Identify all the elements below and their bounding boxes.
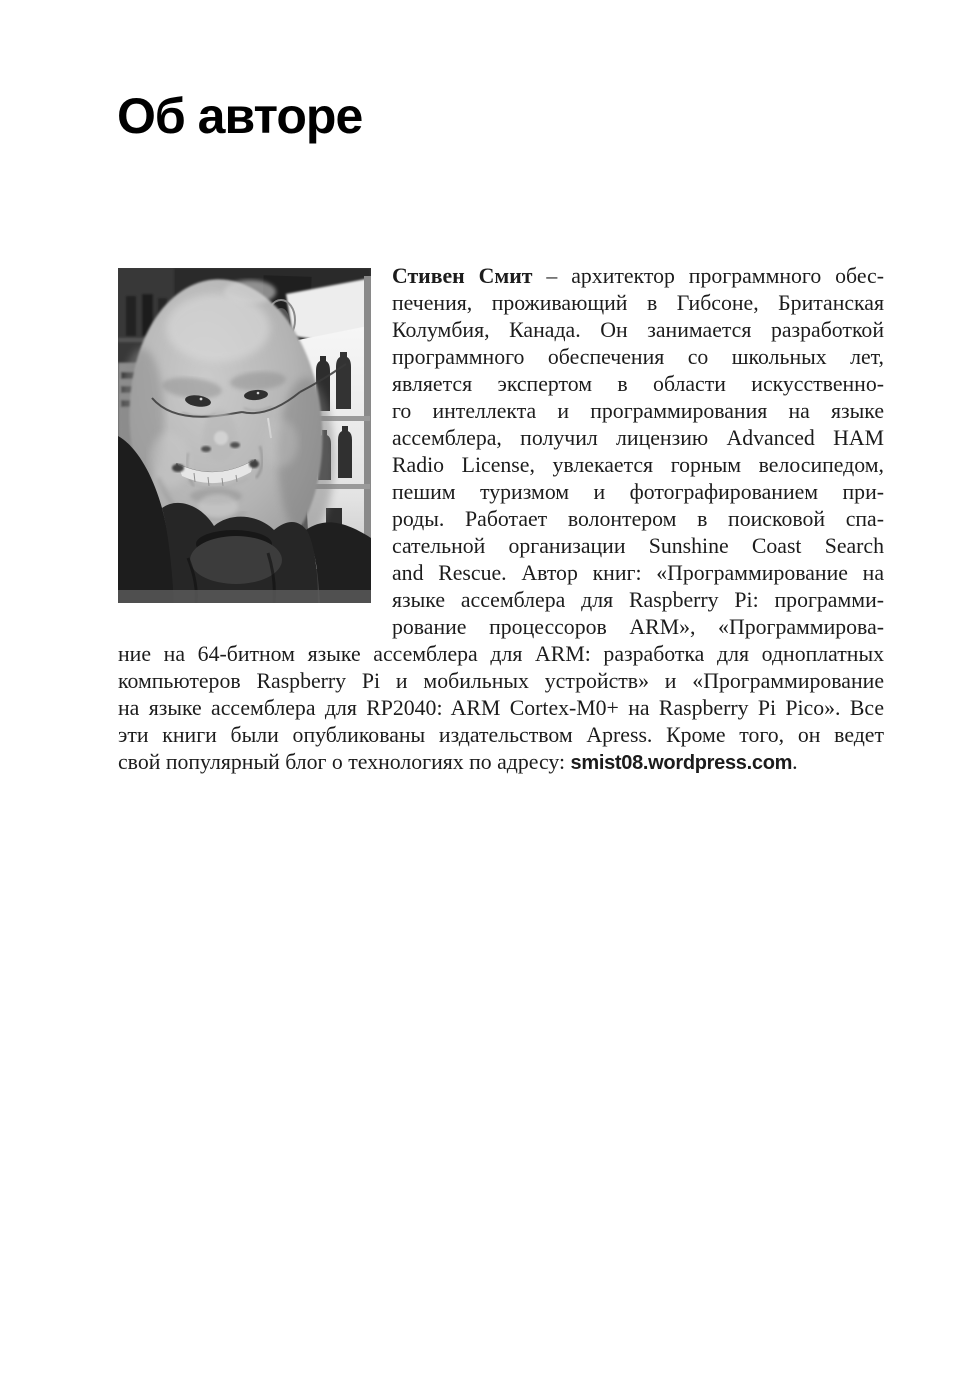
bio-line: программного обеспечения со школьных лет, [392, 345, 884, 369]
bio-line: является экспертом в области искусственно- [392, 372, 884, 396]
bio-line: роды. Работает волонтером в поисковой спа- [392, 507, 884, 531]
bio-text [118, 263, 884, 776]
bio-line: печения, проживающий в Гибсоне, Британская [392, 291, 884, 315]
bio-line: компьютеров Raspberry Pi и мобильных устройств» и «Программирование [118, 669, 884, 693]
bio-line: рование процессоров ARM», «Программирова- [392, 615, 884, 639]
blog-url: smist08.wordpress.com [570, 752, 793, 774]
bio-line: эти книги были опубликованы издательством Apress. Кроме того, он ведет [118, 723, 884, 747]
bio-line [118, 749, 884, 776]
bio-line-text: . [792, 750, 798, 774]
bio-line: Колумбия, Канада. Он занимается разработкой [392, 318, 884, 342]
bio-line: сательной организации Sunshine Coast Search [392, 534, 884, 558]
author-name: Стивен Смит [392, 264, 547, 288]
bio-line: ассемблера, получил лицензию Advanced HAM [392, 426, 884, 450]
page-title: Об авторе [117, 88, 363, 144]
bio-line: ние на 64-битном языке ассемблера для ARM: разработка для одноплатных [118, 642, 884, 666]
bio-line: на языке ассемблера для RP2040: ARM Cortex-M0+ на Raspberry Pi Pico». Все [118, 696, 884, 720]
bio-line: Radio License, увлекается горным велосипедом, [392, 453, 884, 477]
bio-line-text: свой популярный блог о технологиях по адресу: [118, 750, 571, 774]
bio-line: го интеллекта и программирования на языке [392, 399, 884, 423]
bio-line: языке ассемблера для Raspberry Pi: программи- [392, 588, 884, 612]
bio-line: and Rescue. Автор книг: «Программирование на [392, 561, 884, 585]
bio-line [392, 263, 884, 290]
bio-line: пешим туризмом и фотографированием при- [392, 480, 884, 504]
bio-line-text: – архитектор программного обес- [546, 264, 884, 288]
